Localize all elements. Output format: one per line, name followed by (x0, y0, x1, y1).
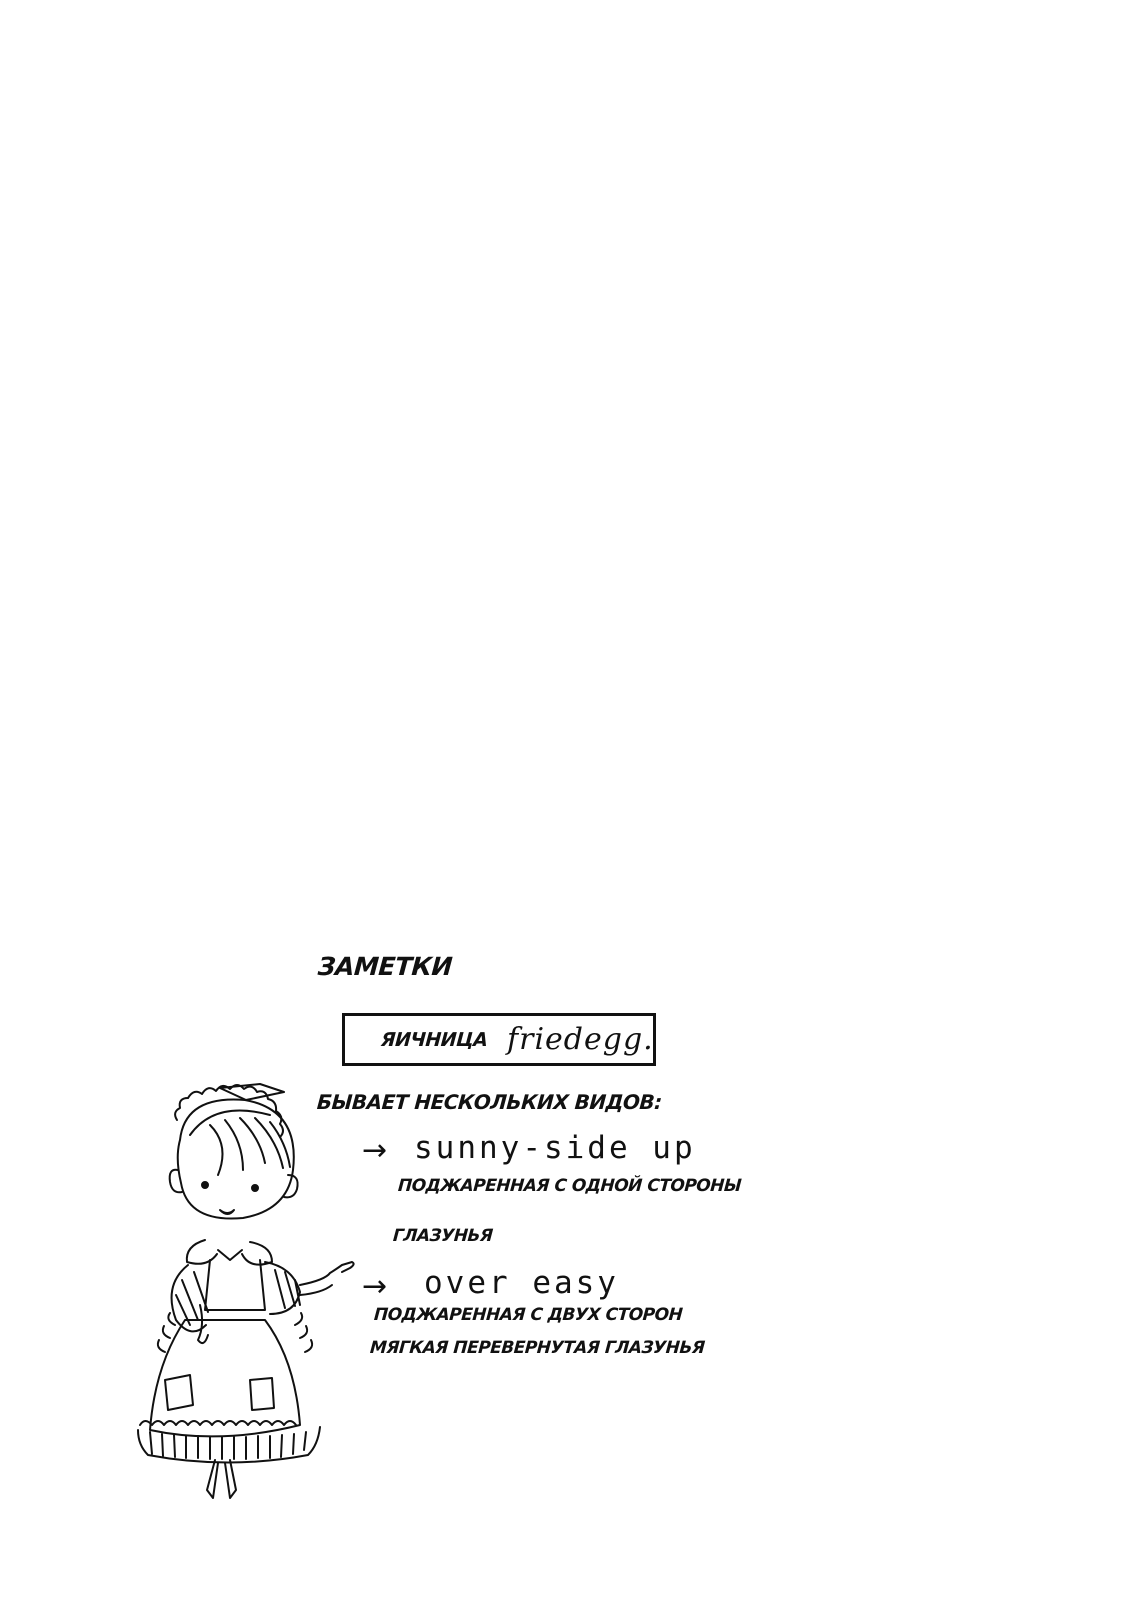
type-over-easy-english: over easy (424, 1265, 619, 1301)
maid-girl-pointing-illustration-icon (110, 1080, 360, 1500)
type-over-easy-russian: ПОДЖАРЕННАЯ С ДВУХ СТОРОН (373, 1305, 683, 1325)
term-russian: ЯИЧНИЦА (380, 1029, 489, 1051)
intro-text: БЫВАЕТ НЕСКОЛЬКИХ ВИДОВ: (316, 1090, 663, 1114)
arrow-right-icon: → (362, 1269, 388, 1304)
notes-title: ЗАМЕТКИ (316, 952, 453, 981)
arrow-right-icon: → (362, 1133, 388, 1168)
type-sunny-side-up-russian: ПОДЖАРЕННАЯ С ОДНОЙ СТОРОНЫ (397, 1176, 742, 1196)
term-box (342, 1013, 656, 1066)
term-english: friedegg. (507, 1022, 654, 1057)
type-sunny-side-up-russian-alt: ГЛАЗУНЬЯ (392, 1226, 494, 1246)
type-over-easy-russian-alt: МЯГКАЯ ПЕРЕВЕРНУТАЯ ГЛАЗУНЬЯ (369, 1338, 706, 1358)
type-sunny-side-up-english: sunny-side up (414, 1130, 696, 1166)
